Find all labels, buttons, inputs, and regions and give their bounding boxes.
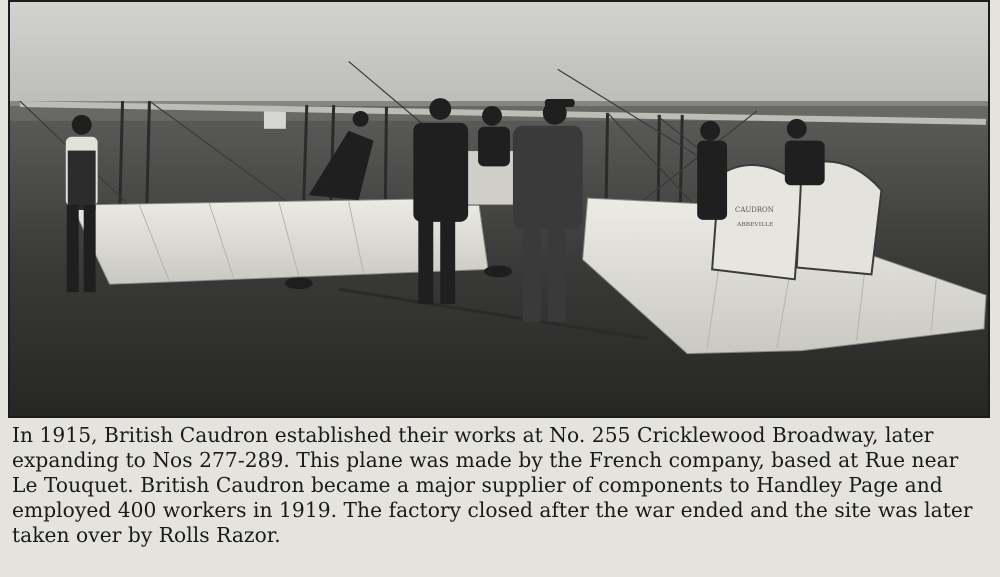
caption-line: taken over by Rolls Razor. xyxy=(12,523,281,547)
caption-line: In 1915, British Caudron established their works at No. 255 Cricklewood Broadway, later xyxy=(12,423,934,447)
svg-text:ABBEVILLE: ABBEVILLE xyxy=(737,220,774,228)
caption-line: Le Touquet. British Caudron became a major supplier of components to Handley Page and xyxy=(12,473,943,497)
caption-line: expanding to Nos 277-289. This plane was made by the French company, based at Rue near xyxy=(12,448,959,472)
historic-photograph xyxy=(8,0,990,418)
photo-caption xyxy=(12,423,994,548)
svg-text:CAUDRON: CAUDRON xyxy=(735,205,774,214)
caption-line: employed 400 workers in 1919. The factory closed after the war ended and the site was later xyxy=(12,498,973,522)
